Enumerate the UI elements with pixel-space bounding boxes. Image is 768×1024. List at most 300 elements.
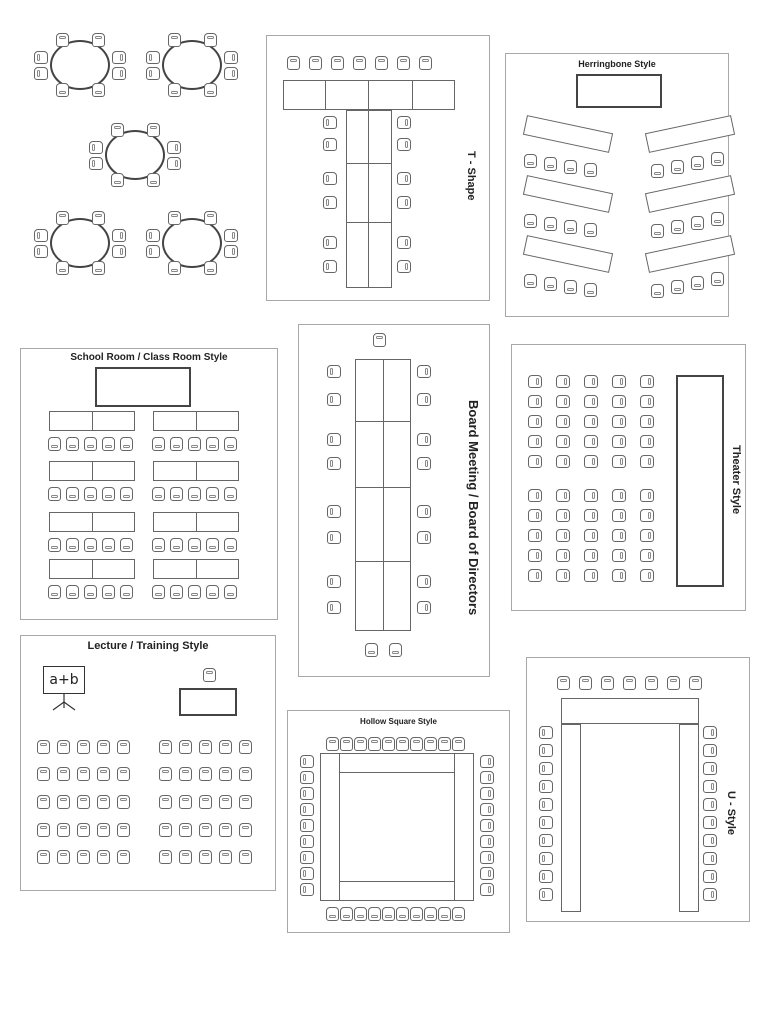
chair-icon bbox=[206, 585, 219, 599]
chair-icon bbox=[152, 585, 165, 599]
chair-icon bbox=[204, 33, 217, 47]
chair-icon bbox=[528, 375, 542, 388]
chair-icon bbox=[57, 740, 70, 754]
chair-icon bbox=[556, 509, 570, 522]
chair-icon bbox=[419, 56, 432, 70]
chair-icon bbox=[159, 823, 172, 837]
chair-icon bbox=[300, 803, 314, 816]
chair-icon bbox=[48, 437, 61, 451]
chair-icon bbox=[300, 819, 314, 832]
chair-icon bbox=[224, 437, 237, 451]
chair-icon bbox=[397, 138, 411, 151]
chair-icon bbox=[77, 823, 90, 837]
table-divider bbox=[92, 411, 93, 431]
chair-icon bbox=[188, 538, 201, 552]
chair-icon bbox=[97, 823, 110, 837]
herringbone-panel bbox=[505, 53, 729, 317]
chair-icon bbox=[89, 157, 103, 170]
head-table bbox=[283, 80, 455, 110]
chair-icon bbox=[528, 415, 542, 428]
chair-icon bbox=[480, 755, 494, 768]
chair-icon bbox=[564, 220, 577, 234]
chair-icon bbox=[66, 585, 79, 599]
u-left-table bbox=[561, 724, 581, 912]
chair-icon bbox=[651, 224, 664, 238]
chair-icon bbox=[170, 585, 183, 599]
chair-icon bbox=[219, 823, 232, 837]
chair-icon bbox=[120, 538, 133, 552]
chair-icon bbox=[557, 676, 570, 690]
chair-icon bbox=[48, 585, 61, 599]
hollow-right-table bbox=[454, 753, 474, 901]
chair-icon bbox=[300, 851, 314, 864]
chair-icon bbox=[84, 538, 97, 552]
chair-icon bbox=[375, 56, 388, 70]
chair-icon bbox=[56, 211, 69, 225]
chair-icon bbox=[34, 51, 48, 64]
chair-icon bbox=[528, 395, 542, 408]
herringbone-table bbox=[523, 115, 613, 153]
chair-icon bbox=[188, 585, 201, 599]
chair-icon bbox=[167, 157, 181, 170]
chair-icon bbox=[438, 907, 451, 921]
chair-icon bbox=[397, 56, 410, 70]
chair-icon bbox=[640, 509, 654, 522]
table-divider bbox=[355, 487, 411, 488]
boardroom-panel bbox=[298, 324, 490, 677]
chair-icon bbox=[179, 850, 192, 864]
chair-icon bbox=[556, 395, 570, 408]
u-right-table bbox=[679, 724, 699, 912]
chair-icon bbox=[146, 51, 160, 64]
chair-icon bbox=[396, 737, 409, 751]
chair-icon bbox=[327, 365, 341, 378]
chair-icon bbox=[539, 798, 553, 811]
chair-icon bbox=[556, 549, 570, 562]
chair-icon bbox=[564, 280, 577, 294]
chair-icon bbox=[623, 676, 636, 690]
chair-icon bbox=[239, 850, 252, 864]
chair-icon bbox=[556, 375, 570, 388]
chair-icon bbox=[539, 726, 553, 739]
chair-icon bbox=[417, 575, 431, 588]
chair-icon bbox=[671, 160, 684, 174]
table-divider bbox=[412, 80, 413, 110]
chair-icon bbox=[300, 771, 314, 784]
chair-icon bbox=[711, 272, 724, 286]
chair-icon bbox=[120, 585, 133, 599]
chair-icon bbox=[640, 375, 654, 388]
chair-icon bbox=[410, 907, 423, 921]
chair-icon bbox=[612, 455, 626, 468]
chair-icon bbox=[703, 888, 717, 901]
chair-icon bbox=[651, 284, 664, 298]
chair-icon bbox=[159, 850, 172, 864]
chair-icon bbox=[584, 283, 597, 297]
chair-icon bbox=[309, 56, 322, 70]
chair-icon bbox=[56, 261, 69, 275]
chair-icon bbox=[199, 740, 212, 754]
chair-icon bbox=[480, 771, 494, 784]
chair-icon bbox=[539, 834, 553, 847]
table-divider bbox=[196, 512, 197, 532]
hollow-left-table bbox=[320, 753, 340, 901]
chair-icon bbox=[168, 83, 181, 97]
chair-icon bbox=[397, 116, 411, 129]
chair-icon bbox=[147, 123, 160, 137]
table-divider bbox=[196, 411, 197, 431]
chair-icon bbox=[528, 549, 542, 562]
chair-icon bbox=[452, 907, 465, 921]
chair-icon bbox=[703, 762, 717, 775]
chair-icon bbox=[584, 529, 598, 542]
chair-icon bbox=[397, 196, 411, 209]
chair-icon bbox=[147, 173, 160, 187]
chair-icon bbox=[640, 415, 654, 428]
chair-icon bbox=[327, 601, 341, 614]
chair-icon bbox=[188, 437, 201, 451]
chair-icon bbox=[199, 795, 212, 809]
chair-icon bbox=[323, 260, 337, 273]
chair-icon bbox=[354, 737, 367, 751]
chair-icon bbox=[117, 823, 130, 837]
chair-icon bbox=[584, 549, 598, 562]
herringbone-table bbox=[645, 235, 735, 273]
chair-icon bbox=[37, 823, 50, 837]
chair-icon bbox=[584, 569, 598, 582]
chair-icon bbox=[365, 643, 378, 657]
chair-icon bbox=[102, 585, 115, 599]
chair-icon bbox=[612, 489, 626, 502]
chair-icon bbox=[397, 260, 411, 273]
chair-icon bbox=[417, 505, 431, 518]
chair-icon bbox=[671, 220, 684, 234]
chair-icon bbox=[170, 437, 183, 451]
chair-icon bbox=[204, 83, 217, 97]
chair-icon bbox=[300, 835, 314, 848]
chair-icon bbox=[410, 737, 423, 751]
chair-icon bbox=[327, 505, 341, 518]
chair-icon bbox=[102, 538, 115, 552]
chair-icon bbox=[120, 437, 133, 451]
chair-icon bbox=[84, 437, 97, 451]
table-divider bbox=[346, 163, 392, 164]
chair-icon bbox=[287, 56, 300, 70]
chair-icon bbox=[691, 276, 704, 290]
chair-icon bbox=[601, 676, 614, 690]
chair-icon bbox=[539, 816, 553, 829]
chair-icon bbox=[179, 740, 192, 754]
chair-icon bbox=[323, 172, 337, 185]
chair-icon bbox=[584, 435, 598, 448]
chair-icon bbox=[612, 435, 626, 448]
chair-icon bbox=[368, 737, 381, 751]
chair-icon bbox=[34, 245, 48, 258]
chair-icon bbox=[584, 223, 597, 237]
chair-icon bbox=[224, 585, 237, 599]
theater-panel bbox=[511, 344, 746, 611]
chair-icon bbox=[159, 767, 172, 781]
chair-icon bbox=[146, 229, 160, 242]
chair-icon bbox=[327, 575, 341, 588]
chair-icon bbox=[544, 157, 557, 171]
chair-icon bbox=[539, 780, 553, 793]
chair-icon bbox=[323, 138, 337, 151]
chair-icon bbox=[544, 217, 557, 231]
hollow-square-title: Hollow Square Style bbox=[360, 717, 437, 726]
chair-icon bbox=[102, 487, 115, 501]
herringbone-table bbox=[523, 235, 613, 273]
table-divider bbox=[325, 80, 326, 110]
chair-icon bbox=[528, 489, 542, 502]
chair-icon bbox=[206, 487, 219, 501]
herringbone-table bbox=[645, 115, 735, 153]
herringbone-table bbox=[523, 175, 613, 213]
chair-icon bbox=[382, 737, 395, 751]
chair-icon bbox=[640, 395, 654, 408]
chair-icon bbox=[117, 850, 130, 864]
chair-icon bbox=[66, 437, 79, 451]
chair-icon bbox=[612, 509, 626, 522]
hollow-top-table bbox=[320, 753, 474, 773]
chair-icon bbox=[651, 164, 664, 178]
chair-icon bbox=[117, 767, 130, 781]
chair-icon bbox=[77, 795, 90, 809]
table-divider bbox=[92, 461, 93, 481]
chair-icon bbox=[703, 852, 717, 865]
chair-icon bbox=[102, 437, 115, 451]
chair-icon bbox=[66, 538, 79, 552]
u-top-table bbox=[561, 698, 699, 724]
chair-icon bbox=[640, 549, 654, 562]
chair-icon bbox=[199, 850, 212, 864]
chair-icon bbox=[417, 601, 431, 614]
chair-icon bbox=[224, 51, 238, 64]
chair-icon bbox=[524, 154, 537, 168]
chair-icon bbox=[480, 819, 494, 832]
chair-icon bbox=[327, 433, 341, 446]
chair-icon bbox=[556, 489, 570, 502]
chair-icon bbox=[89, 141, 103, 154]
chair-icon bbox=[56, 83, 69, 97]
chair-icon bbox=[179, 823, 192, 837]
chair-icon bbox=[389, 643, 402, 657]
chair-icon bbox=[326, 737, 339, 751]
table-divider bbox=[355, 561, 411, 562]
herringbone-title: Herringbone Style bbox=[578, 59, 656, 69]
chair-icon bbox=[146, 245, 160, 258]
chair-icon bbox=[37, 740, 50, 754]
chair-icon bbox=[556, 529, 570, 542]
chair-icon bbox=[584, 489, 598, 502]
chair-icon bbox=[353, 56, 366, 70]
schoolroom-panel bbox=[20, 348, 278, 620]
chair-icon bbox=[539, 888, 553, 901]
chair-icon bbox=[340, 737, 353, 751]
chair-icon bbox=[170, 538, 183, 552]
chair-icon bbox=[97, 767, 110, 781]
chair-icon bbox=[34, 229, 48, 242]
chair-icon bbox=[645, 676, 658, 690]
chair-icon bbox=[584, 509, 598, 522]
chair-icon bbox=[424, 737, 437, 751]
chair-icon bbox=[327, 457, 341, 470]
chair-icon bbox=[556, 455, 570, 468]
chair-icon bbox=[612, 415, 626, 428]
chair-icon bbox=[528, 529, 542, 542]
table-divider bbox=[92, 559, 93, 579]
chair-icon bbox=[524, 214, 537, 228]
lecture-panel bbox=[20, 635, 276, 891]
chair-icon bbox=[417, 457, 431, 470]
chair-icon bbox=[219, 767, 232, 781]
chair-icon bbox=[424, 907, 437, 921]
t-shape-panel bbox=[266, 35, 490, 301]
chair-icon bbox=[327, 531, 341, 544]
chair-icon bbox=[711, 152, 724, 166]
chair-icon bbox=[480, 851, 494, 864]
chair-icon bbox=[152, 538, 165, 552]
chair-icon bbox=[37, 767, 50, 781]
chair-icon bbox=[480, 883, 494, 896]
u-style-title: U - Style bbox=[725, 791, 737, 836]
chair-icon bbox=[224, 487, 237, 501]
chair-icon bbox=[239, 823, 252, 837]
chair-icon bbox=[691, 216, 704, 230]
chair-icon bbox=[354, 907, 367, 921]
chair-icon bbox=[703, 870, 717, 883]
chair-icon bbox=[206, 538, 219, 552]
chair-icon bbox=[584, 415, 598, 428]
chair-icon bbox=[112, 229, 126, 242]
chair-icon bbox=[612, 529, 626, 542]
chair-icon bbox=[544, 277, 557, 291]
theater-title: Theater Style bbox=[730, 445, 742, 515]
chair-icon bbox=[556, 415, 570, 428]
whiteboard-text: a+b bbox=[49, 672, 79, 688]
chair-icon bbox=[528, 435, 542, 448]
chair-icon bbox=[326, 907, 339, 921]
chair-icon bbox=[703, 834, 717, 847]
chair-icon bbox=[556, 435, 570, 448]
chair-icon bbox=[703, 744, 717, 757]
chair-icon bbox=[167, 141, 181, 154]
chair-icon bbox=[34, 67, 48, 80]
chair-icon bbox=[168, 33, 181, 47]
table-divider bbox=[368, 110, 369, 288]
chair-icon bbox=[417, 365, 431, 378]
chair-icon bbox=[146, 67, 160, 80]
chair-icon bbox=[612, 569, 626, 582]
whiteboard-icon bbox=[43, 666, 85, 694]
chair-icon bbox=[239, 795, 252, 809]
table-divider bbox=[196, 461, 197, 481]
chair-icon bbox=[152, 437, 165, 451]
chair-icon bbox=[57, 823, 70, 837]
hollow-bottom-table bbox=[320, 881, 474, 901]
chair-icon bbox=[84, 585, 97, 599]
chair-icon bbox=[584, 375, 598, 388]
chair-icon bbox=[396, 907, 409, 921]
chair-icon bbox=[219, 850, 232, 864]
chair-icon bbox=[300, 883, 314, 896]
chair-icon bbox=[48, 487, 61, 501]
chair-icon bbox=[703, 780, 717, 793]
herringbone-table bbox=[645, 175, 735, 213]
presentation-screen bbox=[576, 74, 662, 108]
chair-icon bbox=[66, 487, 79, 501]
chair-icon bbox=[703, 798, 717, 811]
chair-icon bbox=[199, 823, 212, 837]
chair-icon bbox=[556, 569, 570, 582]
chair-icon bbox=[300, 787, 314, 800]
chair-icon bbox=[452, 737, 465, 751]
chair-icon bbox=[57, 850, 70, 864]
chair-icon bbox=[48, 538, 61, 552]
table-divider bbox=[355, 421, 411, 422]
schoolroom-title: School Room / Class Room Style bbox=[70, 352, 228, 363]
chair-icon bbox=[111, 123, 124, 137]
chair-icon bbox=[97, 850, 110, 864]
chair-icon bbox=[579, 676, 592, 690]
chair-icon bbox=[37, 795, 50, 809]
chair-icon bbox=[224, 229, 238, 242]
chair-icon bbox=[92, 261, 105, 275]
table-divider bbox=[346, 222, 392, 223]
chair-icon bbox=[417, 433, 431, 446]
stage-block bbox=[676, 375, 724, 587]
chair-icon bbox=[92, 33, 105, 47]
chair-icon bbox=[539, 852, 553, 865]
chair-icon bbox=[368, 907, 381, 921]
chair-icon bbox=[438, 737, 451, 751]
chair-icon bbox=[97, 740, 110, 754]
chair-icon bbox=[640, 435, 654, 448]
chair-icon bbox=[204, 261, 217, 275]
chair-icon bbox=[111, 173, 124, 187]
chair-icon bbox=[117, 740, 130, 754]
chair-icon bbox=[564, 160, 577, 174]
chair-icon bbox=[112, 67, 126, 80]
chair-icon bbox=[480, 803, 494, 816]
chair-icon bbox=[168, 261, 181, 275]
chair-icon bbox=[219, 740, 232, 754]
chair-icon bbox=[323, 116, 337, 129]
chair-icon bbox=[539, 744, 553, 757]
chair-icon bbox=[159, 795, 172, 809]
chair-icon bbox=[120, 487, 133, 501]
chair-icon bbox=[112, 245, 126, 258]
chair-icon bbox=[224, 538, 237, 552]
chair-icon bbox=[382, 907, 395, 921]
chair-icon bbox=[77, 850, 90, 864]
t-shape-title: T - Shape bbox=[465, 151, 477, 201]
chair-icon bbox=[224, 67, 238, 80]
chair-icon bbox=[97, 795, 110, 809]
chair-icon bbox=[179, 767, 192, 781]
chair-icon bbox=[340, 907, 353, 921]
flipchart-stand-icon bbox=[43, 694, 89, 714]
chair-icon bbox=[584, 163, 597, 177]
chair-icon bbox=[612, 375, 626, 388]
chair-icon bbox=[480, 787, 494, 800]
chair-icon bbox=[152, 487, 165, 501]
chair-icon bbox=[37, 850, 50, 864]
chair-icon bbox=[323, 236, 337, 249]
chair-icon bbox=[57, 767, 70, 781]
chair-icon bbox=[112, 51, 126, 64]
chair-icon bbox=[667, 676, 680, 690]
